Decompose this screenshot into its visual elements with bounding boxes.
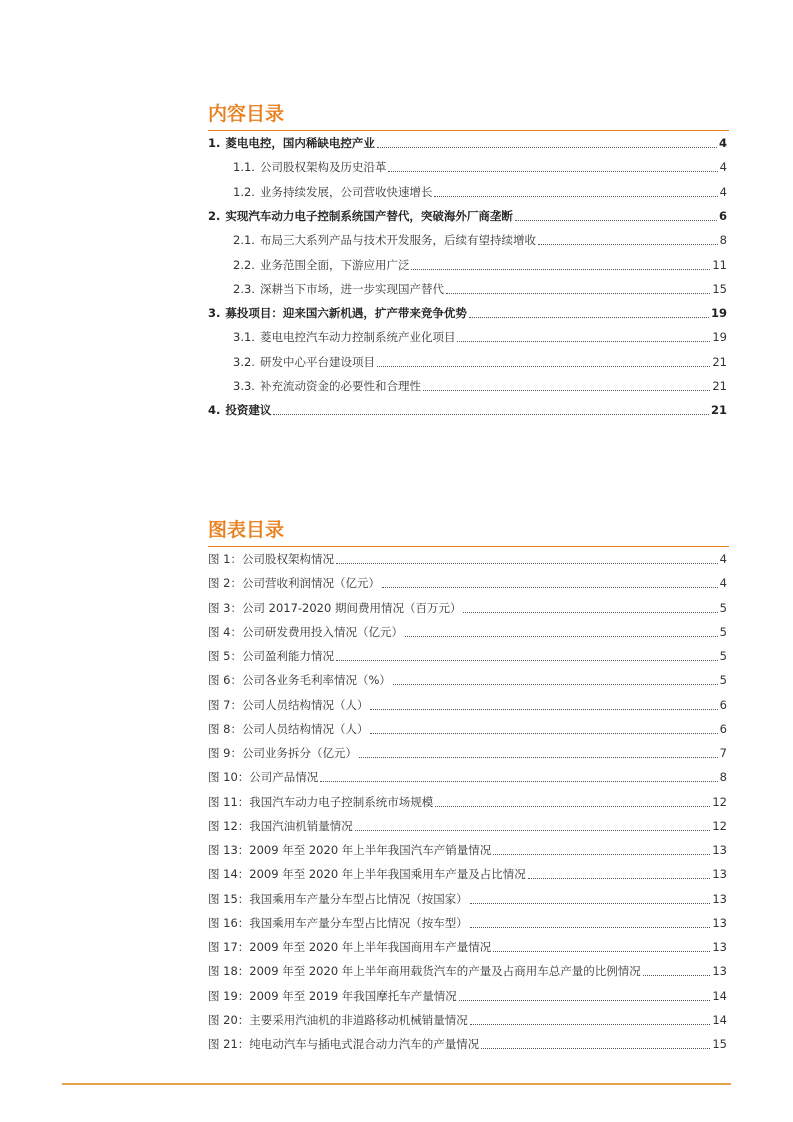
figure-entry-text: 图 8：公司人员结构情况（人） [208, 721, 369, 736]
figure-entry[interactable] [208, 719, 727, 737]
toc-entry-text: 研发中心平台建设项目 [259, 354, 375, 369]
toc-entry[interactable] [233, 255, 727, 273]
figure-entry-leader [493, 950, 710, 952]
figure-entry-text: 图 20：主要采用汽油机的非道路移动机械销量情况 [208, 1012, 468, 1027]
toc-entry-leader [538, 243, 718, 245]
figure-entry-leader [336, 562, 718, 564]
figure-entry[interactable] [208, 573, 727, 591]
figure-entry[interactable] [208, 816, 727, 834]
figure-entry-leader [463, 611, 717, 613]
figure-entry-page: 13 [712, 891, 727, 906]
figure-entry-page: 13 [712, 867, 727, 882]
toc-entry[interactable] [233, 230, 727, 248]
figure-entry[interactable] [208, 889, 727, 907]
toc-entry-number: 2.3. [233, 281, 255, 296]
toc-entry-page: 21 [710, 403, 727, 418]
figure-entry[interactable] [208, 792, 727, 810]
figure-entry-page: 13 [712, 940, 727, 954]
figure-entry-text: 图 9：公司业务拆分（亿元） [208, 746, 357, 760]
toc-entry-leader [388, 170, 717, 172]
toc-entry[interactable] [208, 303, 727, 321]
figure-entry-leader [470, 1023, 711, 1025]
toc-entry-leader [377, 146, 717, 148]
toc-entry-number: 1.1. [233, 160, 255, 175]
figure-entry-text: 图 6：公司各业务毛利率情况（%） [208, 673, 391, 688]
toc-entry-text: 实现汽车动力电子控制系统国产替代，突破海外厂商垄断 [225, 208, 513, 223]
figure-entry-leader [470, 926, 711, 928]
toc-entry[interactable] [233, 376, 727, 394]
toc-entry-text: 布局三大系列产品与技术开发服务，后续有望持续增收 [259, 233, 536, 248]
toc-entry-page: 6 [718, 208, 727, 223]
toc-entry[interactable] [208, 133, 727, 151]
figure-entry-text: 图 18：2009 年至 2020 年上半年商用载货汽车的产量及占商用车总产量的比例情况 [208, 964, 641, 979]
figure-entry[interactable] [208, 913, 727, 931]
figure-entry-page: 14 [712, 988, 727, 1003]
figure-entry-text: 图 15：我国乘用车产量分车型占比情况（按国家） [208, 891, 468, 906]
toc-entry[interactable] [233, 157, 727, 175]
figure-entry-leader [528, 877, 711, 879]
toc-entry-leader [515, 219, 717, 221]
figure-entry[interactable] [208, 695, 727, 713]
toc-entry-text: 菱电电控，国内稀缺电控产业 [225, 136, 375, 150]
toc-entry-number: 3. [208, 306, 221, 321]
figure-entry-text: 图 16：我国乘用车产量分车型占比情况（按车型） [208, 915, 468, 930]
figure-entry-leader [320, 780, 717, 782]
toc-entry-leader [423, 389, 710, 391]
figure-entry-page: 13 [712, 964, 727, 979]
toc-entry-text: 业务范围全面，下游应用广泛 [259, 257, 410, 272]
toc-entry-page: 21 [712, 379, 727, 393]
toc-entry-number: 3.1. [233, 330, 255, 345]
toc-entry[interactable] [233, 327, 727, 345]
figure-entry-leader [470, 902, 711, 904]
toc-entry-number: 2.2. [233, 257, 255, 272]
toc-entry-text: 菱电电控汽车动力控制系统产业化项目 [259, 330, 456, 345]
toc-entry-leader [446, 292, 710, 294]
toc-entry-number: 2. [208, 208, 221, 223]
figure-entry[interactable] [208, 767, 727, 785]
toc-entry-text: 深耕当下市场，进一步实现国产替代 [259, 281, 444, 296]
toc-entry-number: 4. [208, 403, 221, 418]
toc-entry[interactable] [208, 400, 727, 418]
figures-title-rule [208, 546, 729, 547]
toc-entry-leader [411, 268, 710, 270]
toc-title: 内容目录 [208, 103, 285, 125]
figure-entry-page: 12 [712, 794, 727, 809]
figure-entry-leader [435, 805, 710, 807]
figure-entry-text: 图 12：我国汽油机销量情况 [208, 818, 353, 833]
figure-entry-text: 图 2：公司营收利润情况（亿元） [208, 576, 380, 591]
figure-entry-page: 12 [712, 818, 727, 833]
figure-entry-leader [359, 756, 718, 758]
footer-rule [62, 1083, 731, 1085]
toc-entry-page: 21 [712, 354, 727, 369]
figure-entry-page: 8 [719, 770, 727, 785]
toc-entry-page: 4 [718, 136, 727, 150]
figure-entry-text: 图 19：2009 年至 2019 年我国摩托车产量情况 [208, 988, 457, 1003]
figure-entry-page: 7 [719, 746, 727, 760]
figure-entry-leader [382, 586, 718, 588]
figure-entry[interactable] [208, 670, 727, 688]
toc-entry[interactable] [208, 206, 727, 224]
figure-entry-text: 图 13：2009 年至 2020 年上半年我国汽车产销量情况 [208, 843, 492, 857]
figure-entry-text: 图 7：公司人员结构情况（人） [208, 697, 369, 712]
toc-entry-leader [377, 365, 710, 367]
figure-entry-page: 5 [719, 624, 727, 639]
figure-entry-text: 图 21：纯电动汽车与插电式混合动力汽车的产量情况 [208, 1037, 480, 1051]
figure-entry-page: 6 [719, 721, 727, 736]
figure-entry-page: 15 [712, 1037, 727, 1051]
figure-entry[interactable] [208, 986, 727, 1004]
figure-entry-leader [393, 683, 718, 685]
figure-entry-text: 图 1：公司股权架构情况 [208, 552, 334, 566]
toc-entry-page: 19 [712, 330, 727, 345]
figure-entry-leader [481, 1047, 710, 1049]
toc-entry-page: 4 [719, 184, 727, 199]
figure-entry-leader [459, 999, 711, 1001]
figure-entry-text: 图 3：公司 2017-2020 期间费用情况（百万元） [208, 600, 462, 615]
figure-entry[interactable] [208, 743, 727, 761]
figure-entry-page: 5 [719, 673, 727, 688]
figure-entry-page: 4 [719, 576, 727, 591]
figure-entry[interactable] [208, 549, 727, 567]
figure-entry[interactable] [208, 961, 727, 979]
toc-entry-page: 8 [719, 233, 727, 248]
figures-title: 图表目录 [208, 519, 285, 541]
figure-entry-page: 13 [712, 915, 727, 930]
figure-entry-text: 图 10：公司产品情况 [208, 770, 319, 785]
figure-entry-page: 5 [719, 600, 727, 615]
figure-entry[interactable] [208, 598, 727, 616]
toc-entry[interactable] [233, 352, 727, 370]
figure-entry[interactable] [208, 1010, 727, 1028]
toc-entry-text: 投资建议 [225, 403, 272, 418]
figure-entry-leader [493, 853, 710, 855]
figure-entry-leader [370, 732, 717, 734]
figure-entry-text: 图 17：2009 年至 2020 年上半年我国商用车产量情况 [208, 940, 492, 954]
figure-entry-leader [405, 635, 718, 637]
figure-entry-page: 13 [712, 843, 727, 857]
toc-entry-text: 公司股权架构及历史沿革 [259, 160, 387, 175]
figure-entry[interactable] [208, 864, 727, 882]
figure-entry-leader [370, 708, 717, 710]
toc-title-rule [208, 130, 729, 131]
toc-entry-number: 1.2. [233, 184, 255, 199]
figure-entry-text: 图 4：公司研发费用投入情况（亿元） [208, 624, 403, 639]
figure-entry[interactable] [208, 622, 727, 640]
toc-entry-page: 4 [719, 160, 727, 175]
toc-entry-number: 3.2. [233, 354, 255, 369]
figure-entry-leader [643, 974, 711, 976]
figure-entry-page: 14 [712, 1012, 727, 1027]
figure-entry-page: 6 [719, 697, 727, 712]
figure-entry[interactable] [208, 646, 727, 664]
toc-entry-text: 补充流动资金的必要性和合理性 [259, 379, 421, 393]
figure-entry-page: 5 [719, 649, 727, 663]
toc-entry[interactable] [233, 279, 727, 297]
toc-entry-text: 募投项目：迎来国六新机遇，扩产带来竞争优势 [225, 306, 467, 321]
figure-entry-text: 图 11：我国汽车动力电子控制系统市场规模 [208, 794, 434, 809]
figure-entry-leader [336, 659, 718, 661]
toc-entry-number: 1. [208, 136, 221, 150]
figure-entry[interactable] [208, 937, 727, 955]
toc-entry-leader [457, 340, 710, 342]
figure-entry-page: 4 [719, 552, 727, 566]
figure-entry-text: 图 14：2009 年至 2020 年上半年我国乘用车产量及占比情况 [208, 867, 526, 882]
figure-entry-leader [355, 829, 711, 831]
toc-entry-leader [434, 195, 717, 197]
toc-entry-number: 2.1. [233, 233, 255, 248]
figure-entry-text: 图 5：公司盈利能力情况 [208, 649, 334, 663]
toc-entry-text: 业务持续发展，公司营收快速增长 [259, 184, 433, 199]
toc-entry-page: 19 [710, 306, 727, 321]
toc-entry-leader [273, 413, 709, 415]
toc-entry-page: 15 [712, 281, 727, 296]
toc-entry-page: 11 [712, 257, 727, 272]
figure-entry[interactable] [208, 840, 727, 858]
figure-entry[interactable] [208, 1034, 727, 1052]
toc-entry-leader [469, 316, 709, 318]
toc-entry[interactable] [233, 182, 727, 200]
toc-entry-number: 3.3. [233, 379, 255, 393]
